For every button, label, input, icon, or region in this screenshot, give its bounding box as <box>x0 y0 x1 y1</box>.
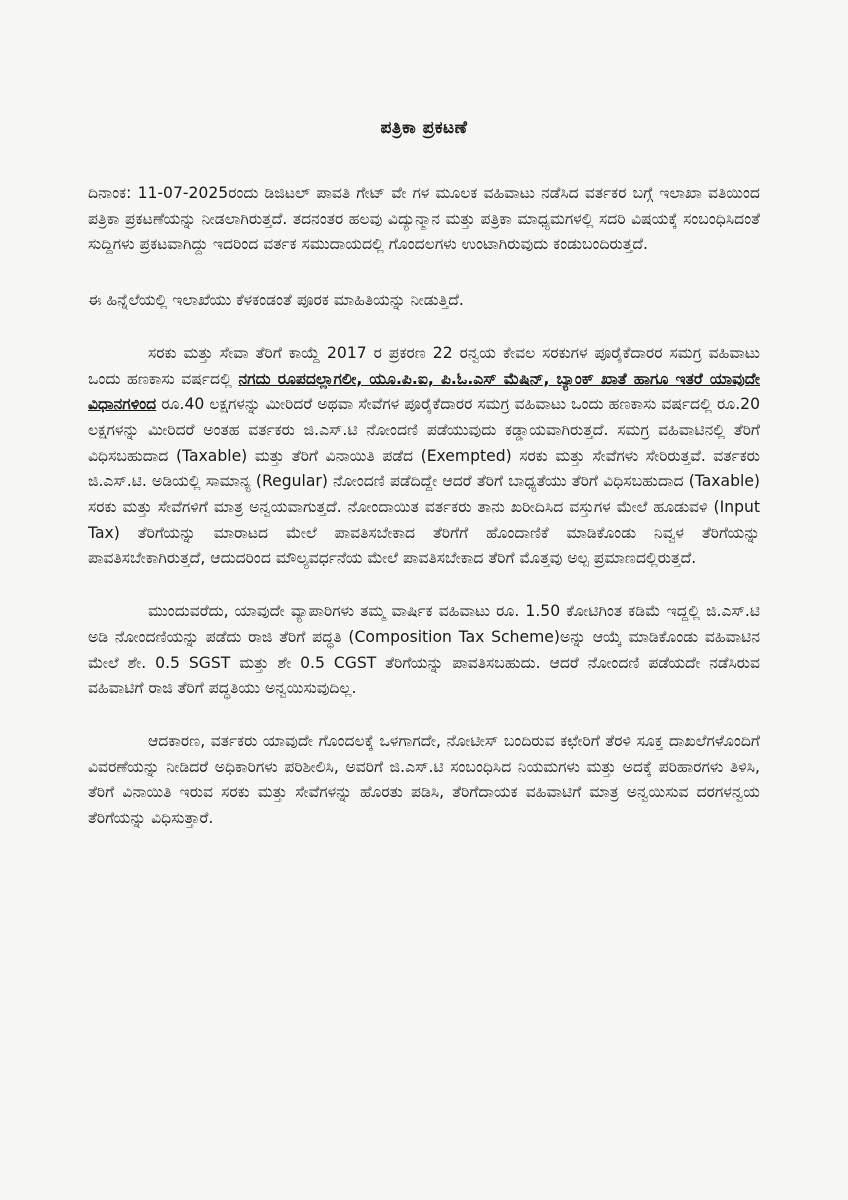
payment-modes-emphasis: ನಗದು ರೂಪದಲ್ಲಾಗಲೀ, ಯೂ.ಪಿ.ಐ, ಪಿ.ಓ.ಎಸ್ ಮೆಷಿನ್, ಬ್ಯಾಂಕ್ ಖಾತೆ ಹಾಗೂ ಇತರೆ ಯಾವುದೇ ವಿಧಾನಗಳಿಂದ <box>88 369 761 414</box>
paragraph-gst-registration-part-b: ರೂ.40 ಲಕ್ಷಗಳನ್ನು ಮೀರಿದರೆ ಅಥವಾ ಸೇವೆಗಳ ಪೂರೈಕೆದಾರರ ಸಮಗ್ರ ವಹಿವಾಟು ಒಂದು ಹಣಕಾಸು ವರ್ಷದಲ್ಲಿ ರೂ.20 ಲಕ್ಷಗಳನ್ನು ಮೀರಿದರೆ ಅಂತಹ ವರ್ತಕರು ಜಿ.ಎಸ್.ಟಿ ನೋಂದಣಿ ಪಡೆಯುವುದು ಕಡ್ಡಾಯವಾಗಿರುತ್ತದೆ. ಸಮಗ್ರ ವಹಿವಾಟಿನಲ್ಲಿ ತೆರಿಗೆ ವಿಧಿಸಬಹುದಾದ (Taxable) ಮತ್ತು ತೆರಿಗೆ ವಿನಾಯಿತಿ ಪಡೆದ (Exempted) ಸರಕು ಮತ್ತು ಸೇವೆಗಳು ಸೇರಿರುತ್ತವೆ. ವರ್ತಕರು ಜಿ.ಎಸ್.ಟಿ. ಅಡಿಯಲ್ಲಿ ಸಾಮಾನ್ಯ (Regular) ನೋಂದಣಿ ಪಡೆದಿದ್ದೇ ಆದರೆ ತೆರಿಗೆ ಬಾಧ್ಯತೆಯು ತೆರಿಗೆ ವಿಧಿಸಬಹುದಾದ (Taxable) ಸರಕು ಮತ್ತು ಸೇವೆಗಳಿಗೆ ಮಾತ್ರ ಅನ್ವಯವಾಗುತ್ತದೆ. ನೋಂದಾಯಿತ ವರ್ತಕರು ತಾನು ಖರೀದಿಸಿದ ವಸ್ತುಗಳ ಮೇಲೆ ಹೂಡುವಳಿ (Input Tax) ತೆರಿಗೆಯನ್ನು ಮಾರಾಟದ ಮೇಲೆ ಪಾವತಿಸಬೇಕಾದ ತೆರಿಗೆಗೆ ಹೊಂದಾಣಿಕೆ ಮಾಡಿಕೊಂಡು ನಿವ್ವಳ ತೆರಿಗೆಯನ್ನು ಪಾವತಿಸಬೇಕಾಗಿರುತ್ತದೆ, ಆದುದರಿಂದ ಮೌಲ್ಯವರ್ಧನೆಯ ಮೇಲೆ ಪಾವತಿಸಬೇಕಾದ ತೆರಿಗೆ ಮೊತ್ತವು ಅಲ್ಪ ಪ್ರಮಾಣದಲ್ಲಿರುತ್ತದೆ. <box>88 395 760 568</box>
paragraph-gst-registration <box>88 341 760 572</box>
paragraph-conclusion: ಆದಕಾರಣ, ವರ್ತಕರು ಯಾವುದೇ ಗೊಂದಲಕ್ಕೆ ಒಳಗಾಗದೇ, ನೋಟೀಸ್ ಬಂದಿರುವ ಕಛೇರಿಗೆ ತೆರಳಿ ಸೂಕ್ತ ದಾಖಲೆಗಳೊಂದಿಗೆ ವಿವರಣೆಯನ್ನು ನೀಡಿದರೆ ಅಧಿಕಾರಿಗಳು ಪರಿಶೀಲಿಸಿ, ಅವರಿಗೆ ಜಿ.ಎಸ್.ಟಿ ಸಂಬಂಧಿಸಿದ ನಿಯಮಗಳು ಮತ್ತು ಅದಕ್ಕೆ ಪರಿಹಾರಗಳು ತಿಳಿಸಿ, ತೆರಿಗೆ ವಿನಾಯಿತಿ ಇರುವ ಸರಕು ಮತ್ತು ಸೇವೆಗಳನ್ನು ಹೊರತು ಪಡಿಸಿ, ತೆರಿಗೆದಾಯಕ ವಹಿವಾಟಿಗೆ ಮಾತ್ರ ಅನ್ವಯಿಸುವ ದರಗಳನ್ವಯ ತೆರಿಗೆಯನ್ನು ವಿಧಿಸುತ್ತಾರೆ. <box>88 731 760 828</box>
document-body <box>88 181 760 832</box>
paragraph-context: ಈ ಹಿನ್ನೆಲೆಯಲ್ಲಿ ಇಲಾಖೆಯು ಕೆಳಕಂಡಂತೆ ಪೂರಕ ಮಾಹಿತಿಯನ್ನು ನೀಡುತ್ತಿದೆ. <box>88 291 464 310</box>
paragraph-gst-registration-part-a: ಸರಕು ಮತ್ತು ಸೇವಾ ತೆರಿಗೆ ಕಾಯ್ದೆ 2017 ರ ಪ್ರಕರಣ 22 ರನ್ವಯ ಕೇವಲ ಸರಕುಗಳ ಪೂರೈಕೆದಾರರ ಸಮಗ್ರ ವಹಿವಾಟು ಒಂದು ಹಣಕಾಸು ವರ್ಷದಲ್ಲಿ <box>88 343 760 388</box>
page-title: ಪತ್ರಿಕಾ ಪ್ರಕಟಣೆ <box>380 118 468 138</box>
paragraph-composition-scheme: ಮುಂದುವರೆದು, ಯಾವುದೇ ವ್ಯಾಪಾರಿಗಳು ತಮ್ಮ ವಾರ್ಷಿಕ ವಹಿವಾಟು ರೂ. 1.50 ಕೋಟಿಗಿಂತ ಕಡಿಮೆ ಇದ್ದಲ್ಲಿ ಜಿ.ಎಸ್.ಟಿ ಅಡಿ ನೋಂದಣಿಯನ್ನು ಪಡೆದು ರಾಜಿ ತೆರಿಗೆ ಪದ್ಧತಿ (Composition Tax Scheme)ಅನ್ನು ಆಯ್ಕೆ ಮಾಡಿಕೊಂಡು ವಹಿವಾಟಿನ ಮೇಲೆ ಶೇ. 0.5 SGST ಮತ್ತು ಶೇ 0.5 CGST ತೆರಿಗೆಯನ್ನು ಪಾವತಿಸಬಹುದು. ಆದರೆ ನೋಂದಣಿ ಪಡೆಯದೇ ನಡೆಸಿರುವ ವಹಿವಾಟಿಗೆ ರಾಜಿ ತೆರಿಗೆ ಪದ್ಧತಿಯು ಅನ್ವಯಿಸುವುದಿಲ್ಲ. <box>88 602 760 698</box>
paragraph-intro: ದಿನಾಂಕ: 11-07-2025ರಂದು ಡಿಜಿಟಲ್ ಪಾವತಿ ಗೇಟ್ ವೇ ಗಳ ಮೂಲಕ ವಹಿವಾಟು ನಡೆಸಿದ ವರ್ತಕರ ಬಗ್ಗೆ ಇಲಾಖಾ ವತಿಯಿಂದ ಪತ್ರಿಕಾ ಪ್ರಕಟಣೆಯನ್ನು ನೀಡಲಾಗಿರುತ್ತದೆ. ತದನಂತರ ಹಲವು ವಿದ್ಯುನ್ಮಾನ ಮತ್ತು ಪತ್ರಿಕಾ ಮಾಧ್ಯಮಗಳಲ್ಲಿ ಸದರಿ ವಿಷಯಕ್ಕೆ ಸಂಬಂಧಿಸಿದಂತೆ ಸುದ್ದಿಗಳು ಪ್ರಕಟವಾಗಿದ್ದು ಇದರಿಂದ ವರ್ತಕ ಸಮುದಾಯದಲ್ಲಿ ಗೊಂದಲಗಳು ಉಂಟಾಗಿರುವುದು ಕಂಡುಬಂದಿರುತ್ತದೆ. <box>88 184 760 254</box>
